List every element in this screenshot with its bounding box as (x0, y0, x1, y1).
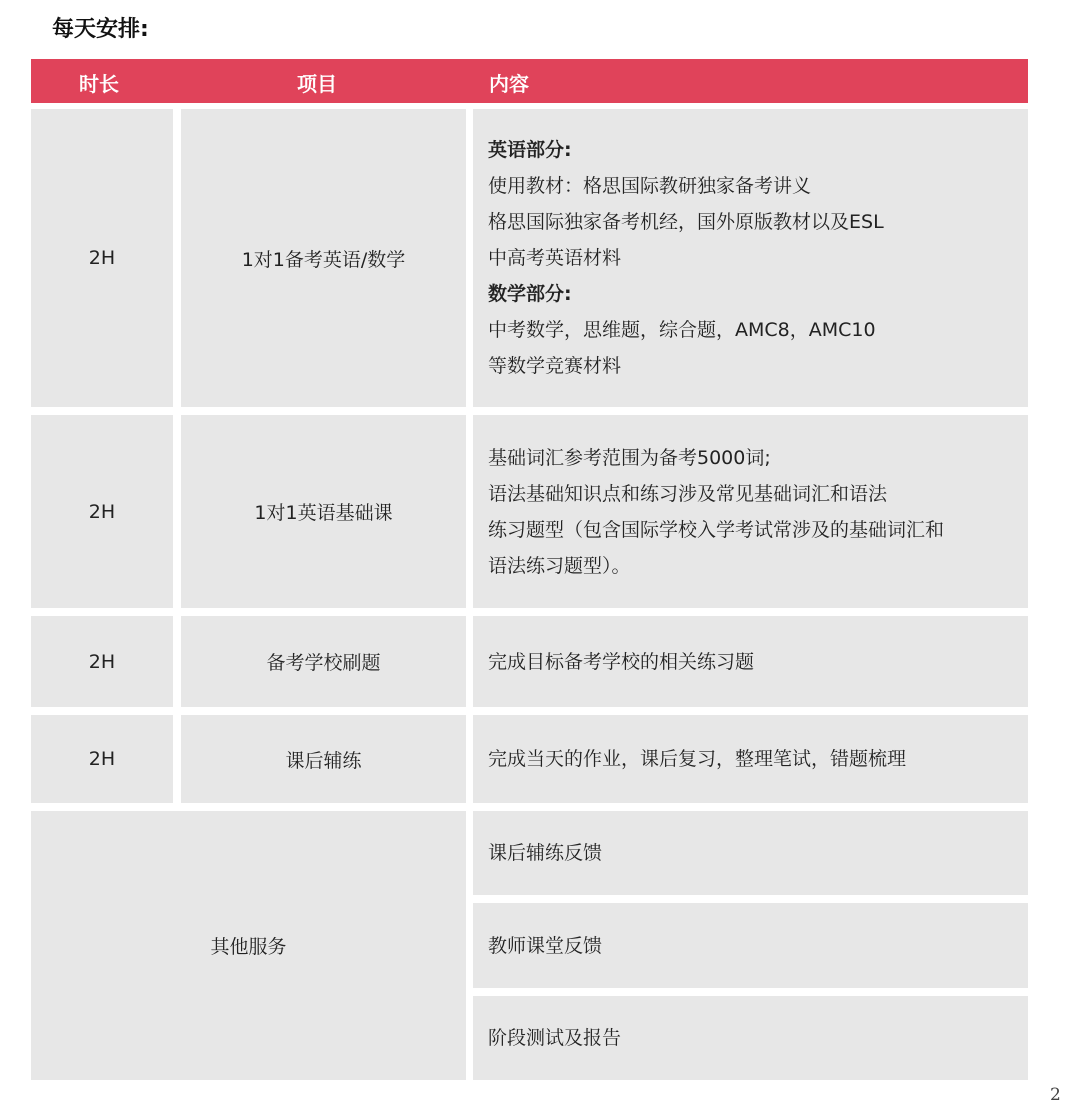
content-cell (473, 715, 1028, 803)
item-cell: 1对1英语基础课 (181, 415, 466, 608)
content-line: 课后辅练反馈 (488, 842, 603, 864)
content-line: 完成目标备考学校的相关练习题 (488, 650, 755, 673)
content-line: 练习题型（包含国际学校入学考试常涉及的基础词汇和 (488, 518, 945, 541)
content-cell (473, 616, 1028, 707)
page-title: 每天安排: (52, 17, 149, 42)
content-line: 数学部分: (488, 283, 572, 305)
content-cell (473, 415, 1028, 608)
item-cell: 课后辅练 (181, 715, 466, 803)
duration-cell: 2H (31, 616, 173, 707)
content-line: 英语部分: (488, 139, 572, 161)
other-services-label: 其他服务 (31, 811, 466, 1080)
content-line: 完成当天的作业，课后复习，整理笔试，错题梳理 (488, 748, 907, 770)
duration-cell: 2H (31, 109, 173, 407)
header-content: 内容 (489, 72, 529, 96)
content-line: 等数学竞赛材料 (488, 355, 622, 377)
header-item: 项目 (297, 72, 337, 96)
content-line: 格思国际独家备考机经，国外原版教材以及ESL (488, 211, 884, 233)
page-number: 2 (1050, 1085, 1061, 1105)
content-line: 语法练习题型）。 (488, 554, 631, 577)
content-line: 中考数学，思维题，综合题，AMC8，AMC10 (488, 319, 876, 341)
header-duration: 时长 (79, 72, 119, 96)
content-line: 语法基础知识点和练习涉及常见基础词汇和语法 (488, 482, 888, 505)
other-service-item (473, 811, 1028, 895)
item-cell: 备考学校刷题 (181, 616, 466, 707)
content-line: 使用教材：格思国际教研独家备考讲义 (488, 175, 812, 197)
content-line: 基础词汇参考范围为备考5000词; (488, 446, 771, 469)
table-header (31, 59, 1028, 103)
content-line: 教师课堂反馈 (488, 934, 603, 957)
item-cell: 1对1备考英语/数学 (181, 109, 466, 407)
other-service-item (473, 996, 1028, 1080)
content-line: 中高考英语材料 (488, 247, 622, 269)
other-service-item (473, 903, 1028, 988)
duration-cell: 2H (31, 715, 173, 803)
content-line: 阶段测试及报告 (488, 1027, 622, 1049)
duration-cell: 2H (31, 415, 173, 608)
content-cell (473, 109, 1028, 407)
